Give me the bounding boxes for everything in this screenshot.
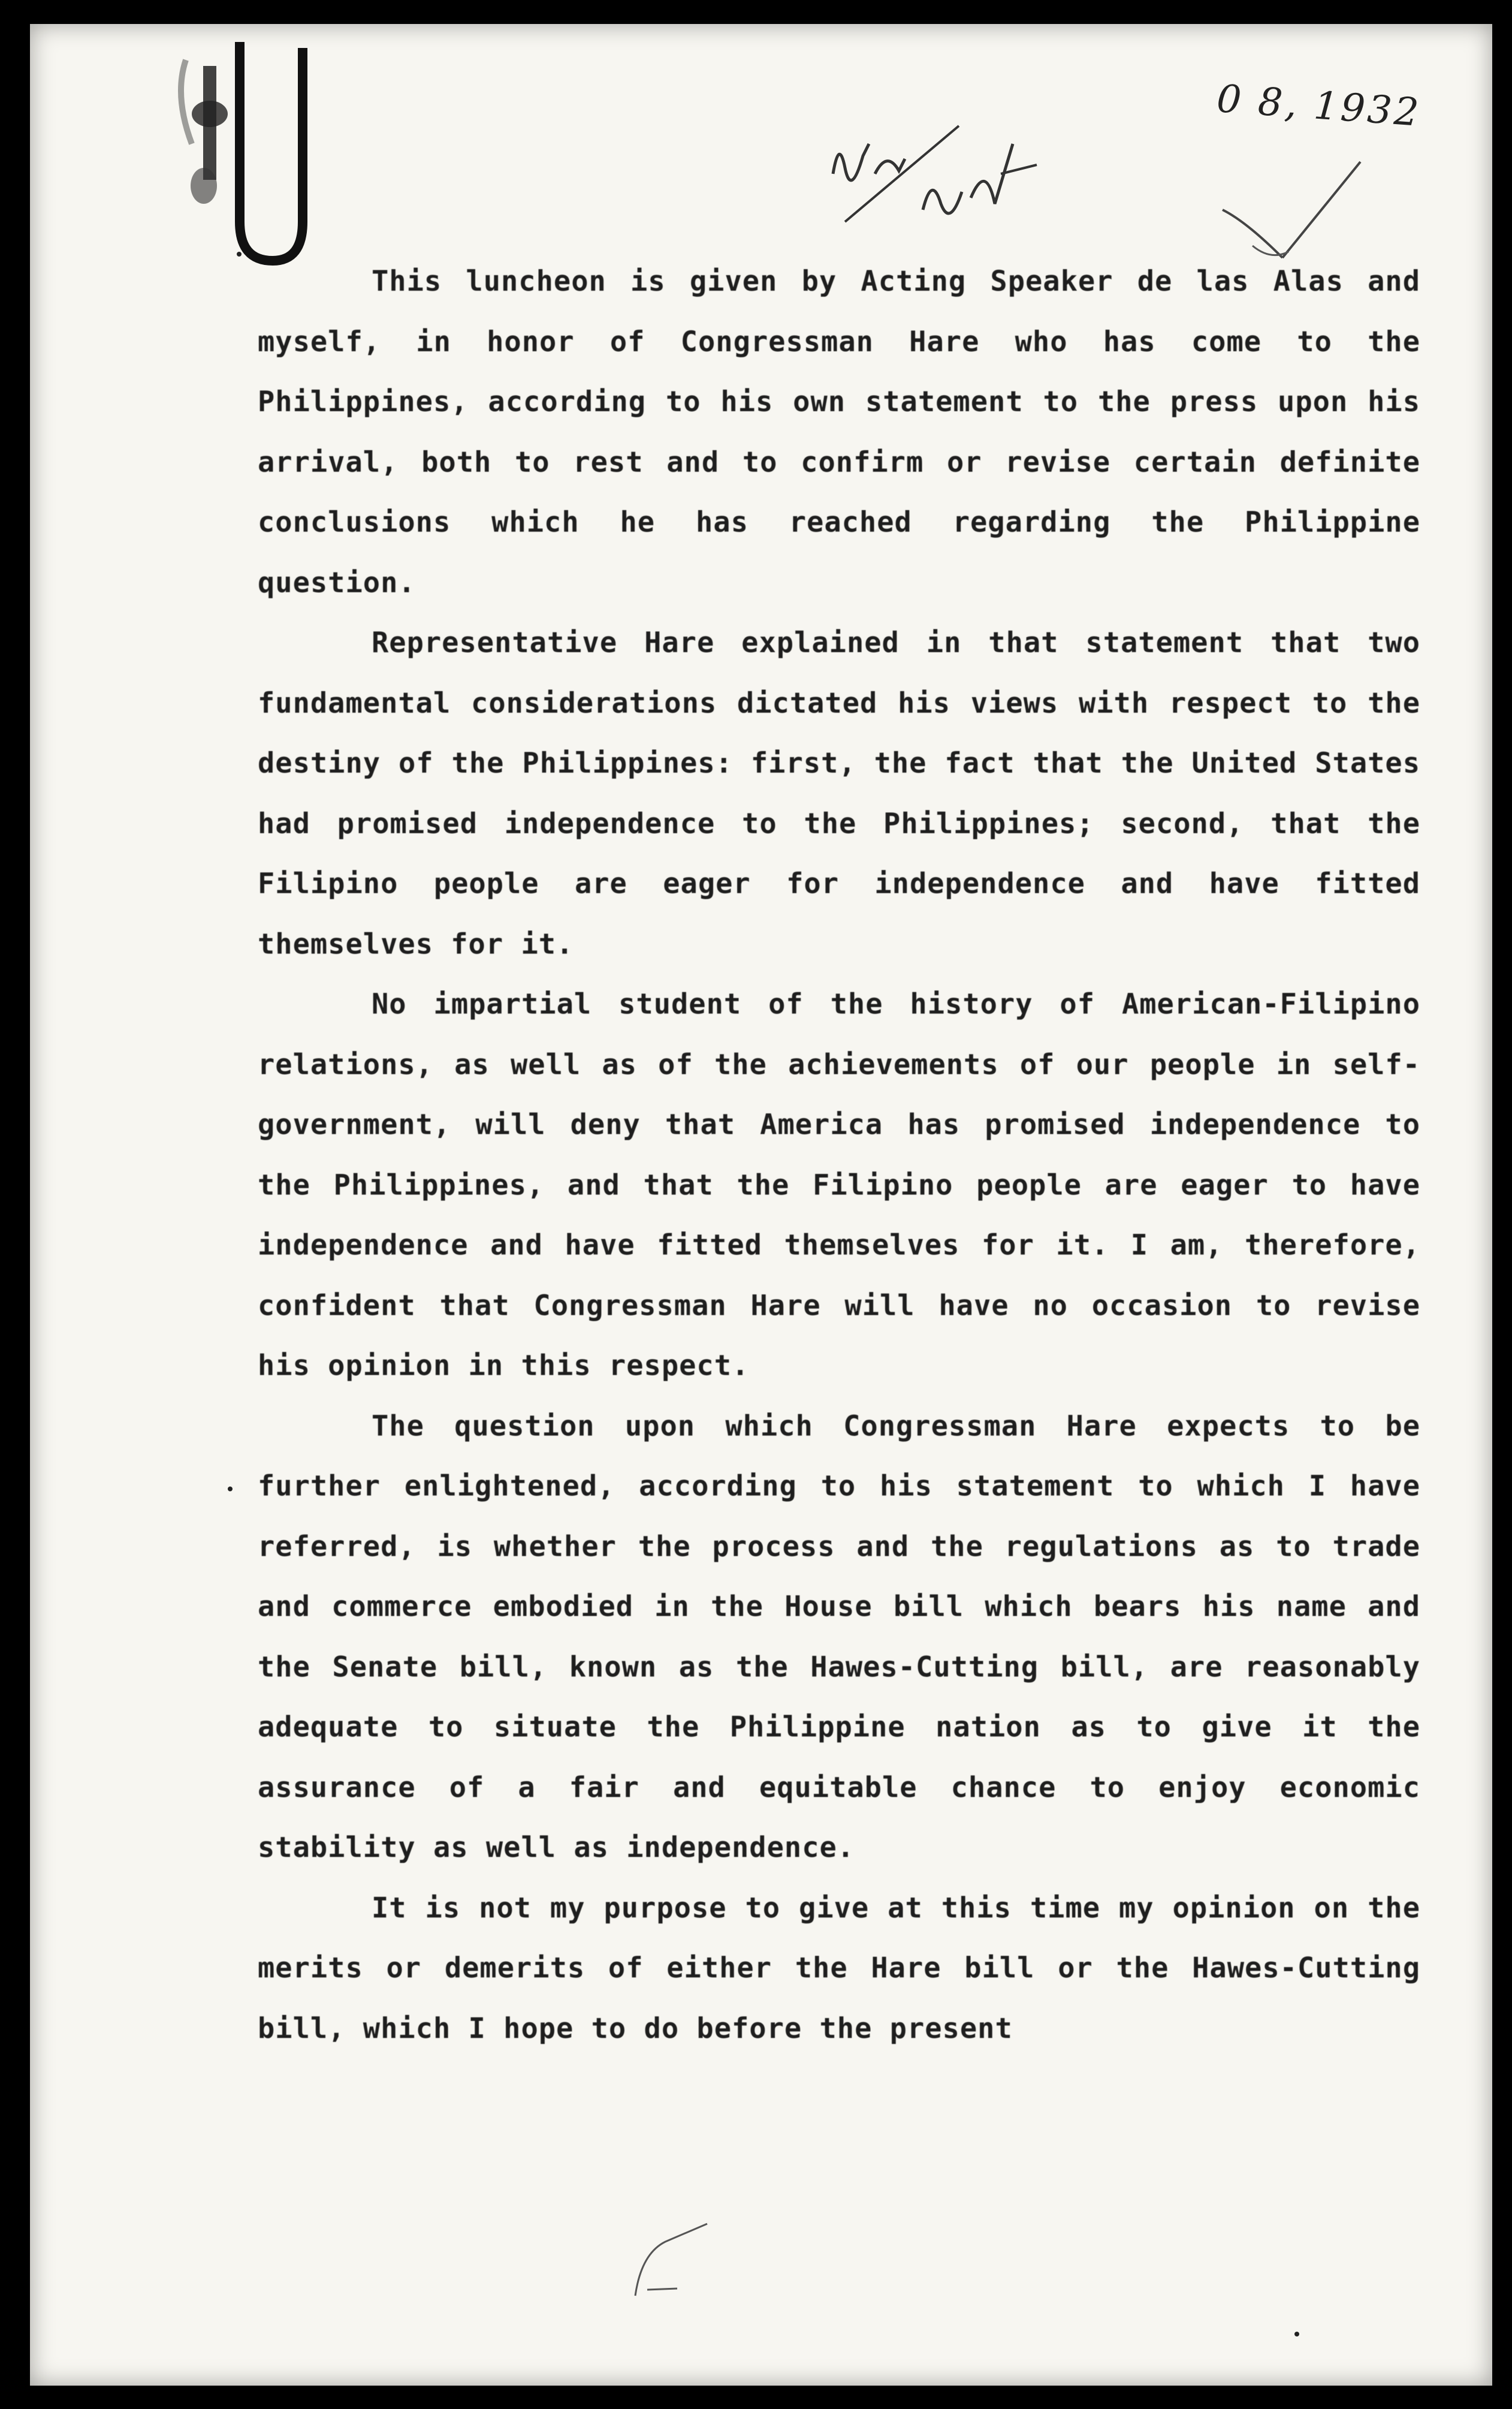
document-page [30,24,1492,2386]
paragraph: No impartial student of the history of American-Filipino relations, as well as of the achievements of our people in self-government, will deny that America has promised independence to the Philippines, and that the Filipino people are eager to have independence and have fitted themselves for it. I am, therefore, confident that Congressman Hare will have no occasion to revise his opinion in this respect. [258,988,1420,1382]
paragraph: The question upon which Congressman Hare expects to be further enlightened, according to his statement to which I have referred, is whether the process and the regulations as to trade and commerce embodied in the House bill which bears his name and the Senate bill, known as the Hawes-Cutting bill, are reasonably adequate to situate the Philippine nation as to give it the assurance of a fair and equitable chance to enjoy economic stability as well as independence. [258,1409,1420,1864]
letter-body [258,252,1420,2059]
paper-clip-mark [150,24,348,276]
handwritten-initials [821,102,1097,258]
ink-speck [237,252,242,257]
paragraph: It is not my purpose to give at this time my opinion on the merits or demerits of either the Hare bill or the Hawes-Cutting bill, which I hope to do before the present [258,1891,1420,2045]
handwritten-date: 0 8, 1932 [1215,77,1423,135]
paragraph: This luncheon is given by Acting Speaker de las Alas and myself, in honor of Congressman Hare who has come to the Philippines, according to his own statement to the press upon his arrival, both to rest and to confirm or revise certain definite conclusions which he has reached regarding the Philippine question. [258,265,1420,599]
ink-speck [228,1487,233,1491]
pencil-mark [629,2218,785,2302]
paragraph: Representative Hare explained in that statement that two fundamental considerations dictated his views with respect to the destiny of the Philippines: first, the fact that the United States had promised independence to the Philippines; second, that the Filipino people are eager for independence and have fitted themselves for it. [258,626,1420,961]
ink-speck [1294,2332,1299,2336]
